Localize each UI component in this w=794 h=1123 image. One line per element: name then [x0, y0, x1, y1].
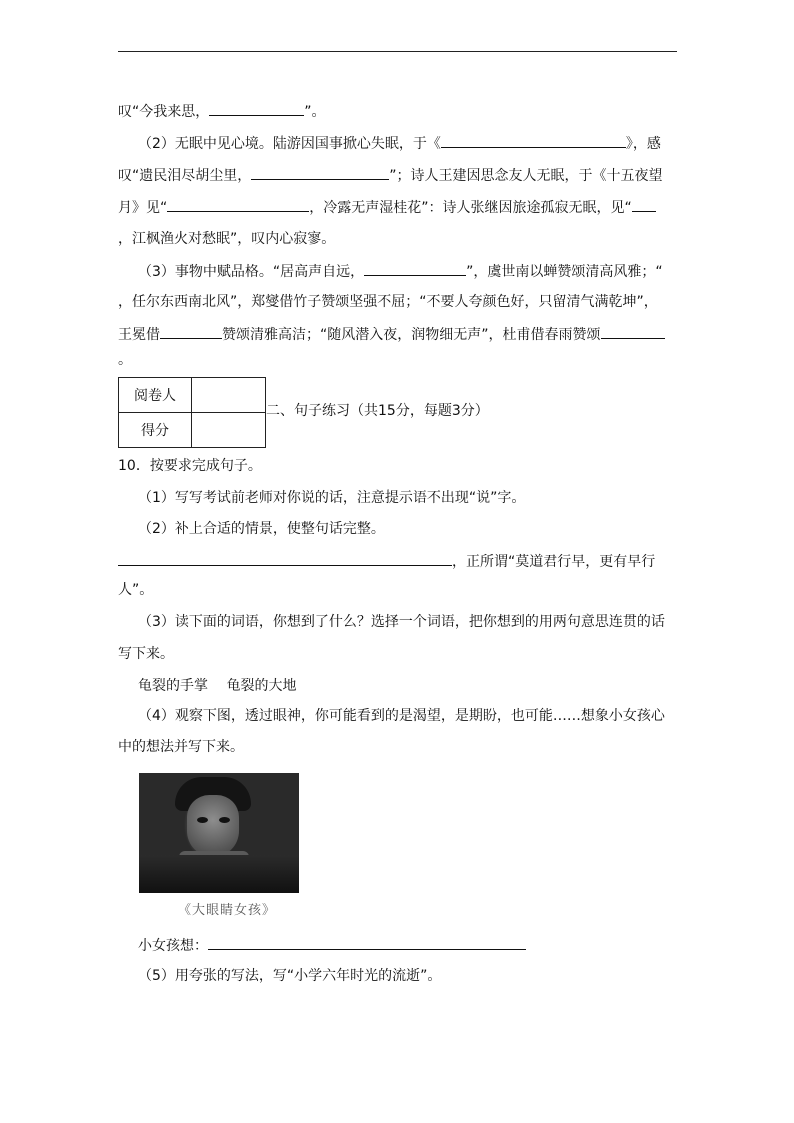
- q3-line-2: [118, 292, 658, 312]
- q10-title: 10．按要求完成句子。: [118, 458, 262, 474]
- answer-blank[interactable]: [364, 261, 466, 276]
- text: 王冕借: [118, 327, 160, 343]
- score-table: [118, 377, 266, 448]
- answer-blank[interactable]: [632, 197, 656, 212]
- q2-line-1: [138, 133, 661, 154]
- q10-part-5: （5）用夸张的写法，写“小学六年时光的流逝”。: [138, 968, 442, 984]
- text: ，任尔东西南北风”，郑燮借竹子赞颂坚强不屈；“不要人夸颜色好，只留清气满乾坤”，: [118, 294, 658, 310]
- answer-blank[interactable]: [601, 324, 665, 339]
- q10-part-1: （1）写写考试前老师对你说的话，注意提示语不出现“说”字。: [138, 490, 526, 506]
- photo-caption: 《大眼睛女孩》: [178, 903, 277, 918]
- reviewer-label: 阅卷人: [119, 378, 192, 413]
- text: 叹“遗民泪尽胡尘里，: [118, 168, 252, 184]
- q10-part-3: （3）读下面的词语，你想到了什么？选择一个词语，把你想到的用两句意思连贯的话: [138, 614, 665, 630]
- text: ”。: [304, 104, 326, 120]
- answer-blank[interactable]: [208, 935, 526, 950]
- header-rule: [118, 51, 677, 52]
- girl-thought-line: [138, 935, 526, 956]
- face-shape: [187, 795, 239, 857]
- text: 叹“今我来思，: [118, 104, 210, 120]
- q10-part-2-line-2: 人”。: [118, 582, 154, 598]
- q2-line-4: [118, 229, 335, 249]
- text: （2）无眠中见心境。陆游因国事掀心失眠，于《: [138, 136, 441, 152]
- answer-blank[interactable]: [209, 101, 304, 116]
- text: ”；诗人王建因思念友人无眠，于《十五夜望: [389, 168, 663, 184]
- girl-thought-label: 小女孩想：: [138, 938, 208, 954]
- q2-line-3: [118, 197, 656, 218]
- text: ，正所谓“莫道君行早，更有早行: [452, 554, 656, 570]
- answer-blank[interactable]: [441, 133, 626, 148]
- q10-part-2-line: [118, 551, 655, 572]
- score-label: 得分: [119, 413, 192, 448]
- answer-blank[interactable]: [251, 165, 389, 180]
- coat-shape: [139, 855, 299, 893]
- text: 赞颂清雅高洁；“随风潜入夜，润物细无声”，杜甫借春雨赞颂: [222, 327, 601, 343]
- q10-words: 龟裂的手掌 龟裂的大地: [138, 678, 297, 694]
- section-2-heading: 二、句子练习（共15分，每题3分）: [266, 403, 489, 419]
- text: ，江枫渔火对愁眠”，叹内心寂寥。: [118, 231, 336, 247]
- q10-part-4-cont: 中的想法并写下来。: [118, 739, 244, 755]
- q2-line-2: [118, 165, 663, 186]
- reviewer-cell[interactable]: [192, 378, 266, 413]
- text: 。: [118, 352, 132, 368]
- q3-line-4: [118, 350, 132, 370]
- answer-blank[interactable]: [118, 551, 452, 566]
- text: 月》见“: [118, 200, 168, 216]
- text: ，冷露无声湿桂花”：诗人张继因旅途孤寂无眠，见“: [309, 200, 632, 216]
- q10-part-3-cont: 写下来。: [118, 646, 174, 662]
- q1-tail-line: [118, 101, 326, 122]
- q10-part-2: （2）补上合适的情景，使整句话完整。: [138, 521, 385, 537]
- score-cell[interactable]: [192, 413, 266, 448]
- text: ”，虞世南以蝉赞颂清高风雅；“: [466, 264, 663, 280]
- text: （3）事物中赋品格。“居高声自远，: [138, 264, 365, 280]
- q3-line-1: [138, 261, 663, 282]
- big-eyed-girl-photo: [139, 773, 299, 893]
- answer-blank[interactable]: [160, 324, 222, 339]
- q10-part-4: （4）观察下图，透过眼神，你可能看到的是渴望，是期盼，也可能……想象小女孩心: [138, 708, 665, 724]
- q3-line-3: [118, 324, 665, 345]
- text: 》，感: [625, 136, 661, 152]
- answer-blank[interactable]: [167, 197, 309, 212]
- right-eye: [219, 817, 230, 823]
- left-eye: [197, 817, 208, 823]
